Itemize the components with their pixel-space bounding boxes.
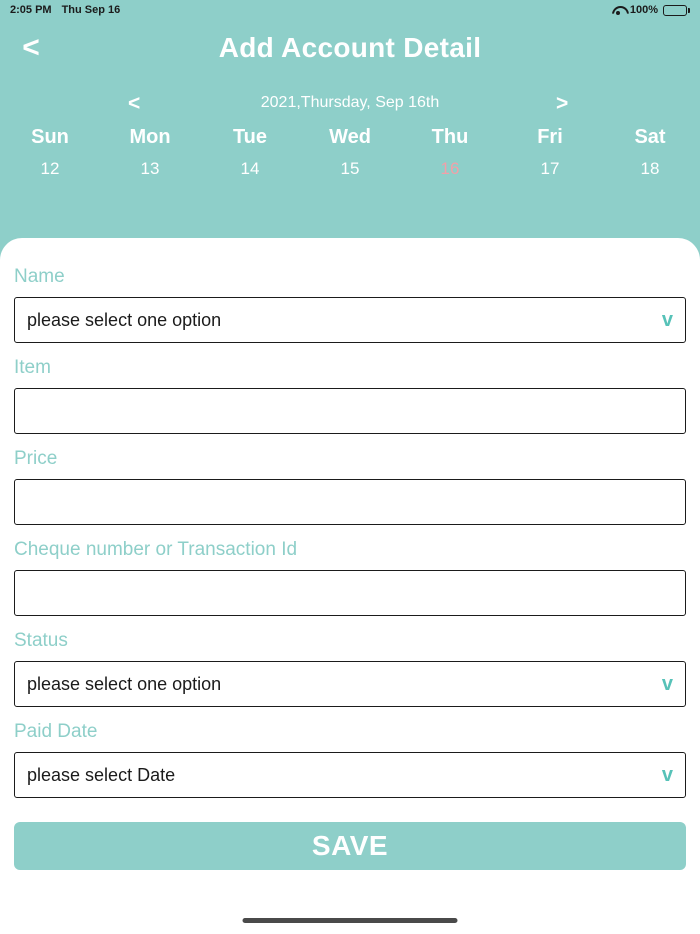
battery-percent-label: 100% — [629, 4, 658, 16]
status-right — [612, 4, 690, 16]
calendar-day[interactable] — [600, 126, 700, 179]
calendar-day-number: 14 — [240, 159, 260, 178]
field-name — [14, 266, 686, 343]
chevron-down-icon[interactable]: v — [661, 673, 673, 695]
name-select[interactable] — [14, 297, 686, 343]
calendar-day-number: 16 — [440, 159, 460, 178]
header — [0, 20, 700, 76]
field-label-status: Status — [14, 630, 68, 651]
battery-full-icon — [663, 5, 690, 16]
field-paid-date — [14, 721, 686, 798]
field-item — [14, 357, 686, 434]
field-label-item: Item — [14, 357, 51, 378]
status-select-value: please select one option — [27, 673, 222, 694]
calendar-days — [0, 126, 700, 179]
calendar-strip — [0, 76, 700, 179]
item-input[interactable] — [14, 388, 686, 434]
status-select[interactable] — [14, 661, 686, 707]
calendar-nav — [0, 90, 700, 116]
back-icon[interactable]: < — [22, 31, 40, 64]
calendar-day-name: Sat — [634, 126, 666, 148]
calendar-day-number: 15 — [340, 159, 360, 178]
next-week-icon[interactable]: > — [556, 91, 569, 115]
calendar-date-label: 2021,Thursday, Sep 16th — [260, 94, 440, 111]
price-input[interactable] — [14, 479, 686, 525]
calendar-day-number: 18 — [640, 159, 660, 178]
calendar-day-name: Thu — [431, 126, 469, 148]
status-date: Thu Sep 16 — [61, 4, 121, 16]
field-cheque-number — [14, 539, 686, 616]
calendar-day-name: Sun — [31, 126, 69, 148]
field-label-paid-date: Paid Date — [14, 721, 98, 742]
calendar-day[interactable] — [100, 126, 200, 179]
wifi-icon — [612, 5, 625, 15]
calendar-day-number: 13 — [140, 159, 160, 178]
home-indicator — [243, 918, 458, 923]
page-title: Add Account Detail — [218, 32, 482, 63]
field-label-price: Price — [14, 448, 58, 469]
calendar-day[interactable] — [300, 126, 400, 179]
calendar-day-number: 12 — [40, 159, 60, 178]
field-label-cheque-number: Cheque number or Transaction Id — [14, 539, 298, 560]
form-card — [0, 238, 700, 934]
calendar-day[interactable] — [200, 126, 300, 179]
status-time: 2:05 PM — [10, 4, 52, 16]
save-button[interactable]: SAVE — [14, 822, 686, 870]
calendar-day-selected[interactable] — [400, 126, 500, 179]
calendar-day-number: 17 — [540, 159, 560, 178]
calendar-day-name: Tue — [232, 126, 268, 148]
calendar-day[interactable] — [0, 126, 100, 179]
calendar-day-name: Mon — [129, 126, 171, 148]
name-select-value: please select one option — [27, 309, 222, 330]
field-status — [14, 630, 686, 707]
prev-week-icon[interactable]: < — [128, 91, 141, 115]
calendar-day-name: Fri — [537, 126, 563, 148]
chevron-down-icon[interactable]: v — [661, 764, 673, 786]
field-price — [14, 448, 686, 525]
field-label-name: Name — [14, 266, 65, 287]
cheque-number-input[interactable] — [14, 570, 686, 616]
paid-date-select-value: please select Date — [27, 764, 176, 785]
chevron-down-icon[interactable]: v — [661, 309, 673, 331]
status-bar — [0, 0, 700, 20]
calendar-day-name: Wed — [329, 126, 371, 148]
calendar-day[interactable] — [500, 126, 600, 179]
paid-date-select[interactable] — [14, 752, 686, 798]
